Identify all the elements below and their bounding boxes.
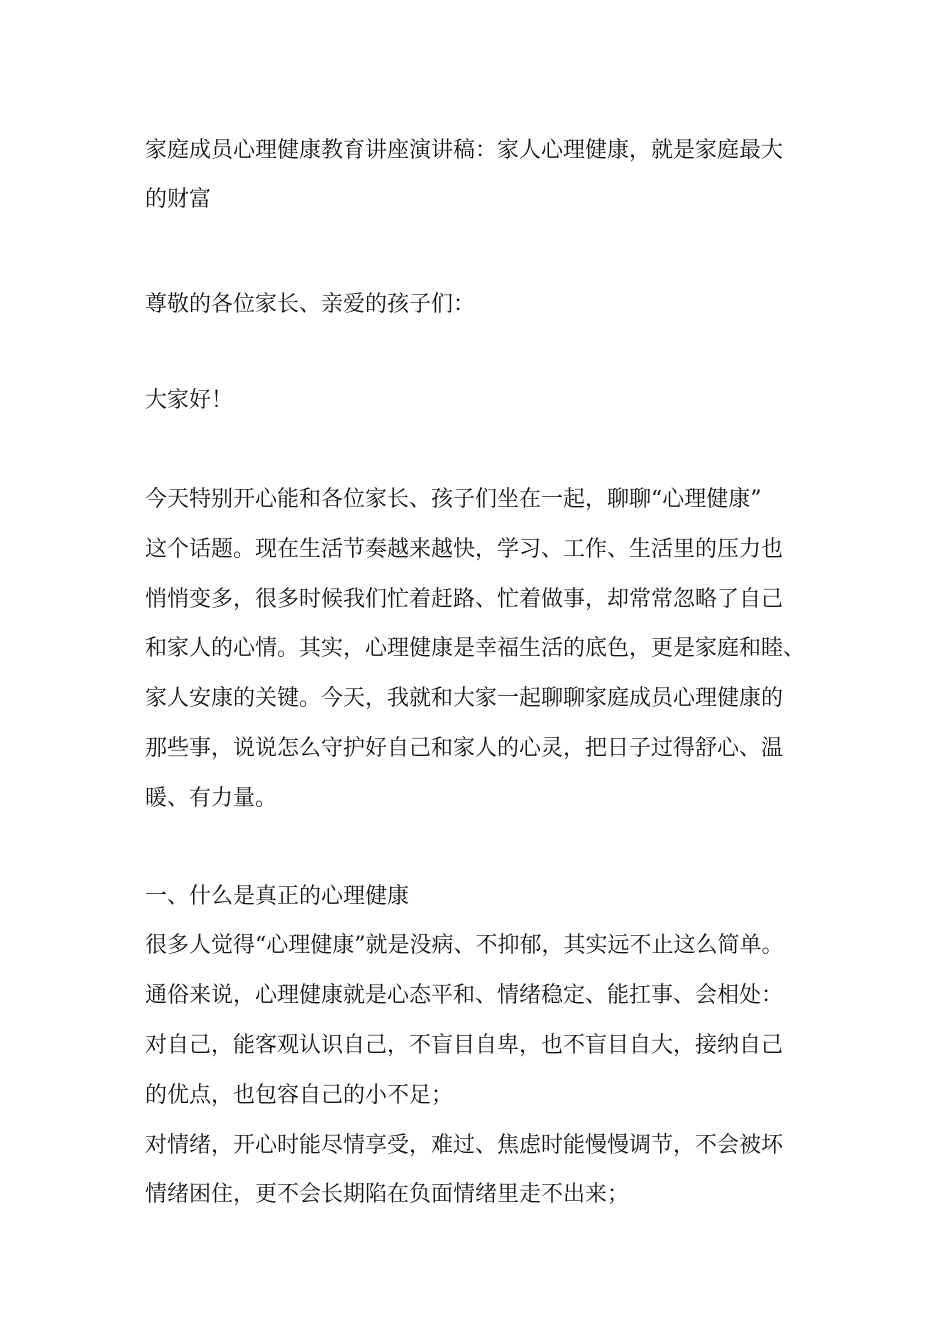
intro-line: 暖、有力量。 <box>145 786 278 811</box>
section-line: 很多人觉得“心理健康”就是没病、不抑郁，其实远不止这么简单。 <box>145 933 784 958</box>
salutation: 尊敬的各位家长、亲爱的孩子们： <box>145 292 476 317</box>
greeting: 大家好！ <box>145 388 234 413</box>
intro-line: 和家人的心情。其实，心理健康是幸福生活的底色，更是家庭和睦、 <box>145 636 806 661</box>
section-line: 对自己，能客观认识自己，不盲目自卑，也不盲目自大，接纳自己 <box>145 1033 784 1058</box>
intro-line: 那些事，说说怎么守护好自己和家人的心灵，把日子过得舒心、温 <box>145 736 784 761</box>
section-heading: 一、什么是真正的心理健康 <box>145 884 410 909</box>
intro-line: 家人安康的关键。今天，我就和大家一起聊聊家庭成员心理健康的 <box>145 686 784 711</box>
document-title-line-2: 的财富 <box>145 187 212 212</box>
intro-line: 这个话题。现在生活节奏越来越快，学习、工作、生活里的压力也 <box>145 537 784 562</box>
intro-line: 悄悄变多，很多时候我们忙着赶路、忙着做事，却常常忽略了自己 <box>145 587 784 612</box>
document-title-line-1: 家庭成员心理健康教育讲座演讲稿：家人心理健康，就是家庭最大 <box>145 138 784 163</box>
section-line: 的优点，也包容自己的小不足； <box>145 1083 454 1108</box>
section-line: 情绪困住，更不会长期陷在负面情绪里走不出来； <box>145 1182 630 1207</box>
intro-line: 今天特别开心能和各位家长、孩子们坐在一起，聊聊“心理健康” <box>145 487 762 512</box>
section-line: 通俗来说，心理健康就是心态平和、情绪稳定、能扛事、会相处： <box>145 983 784 1008</box>
section-line: 对情绪，开心时能尽情享受，难过、焦虑时能慢慢调节，不会被坏 <box>145 1133 784 1158</box>
